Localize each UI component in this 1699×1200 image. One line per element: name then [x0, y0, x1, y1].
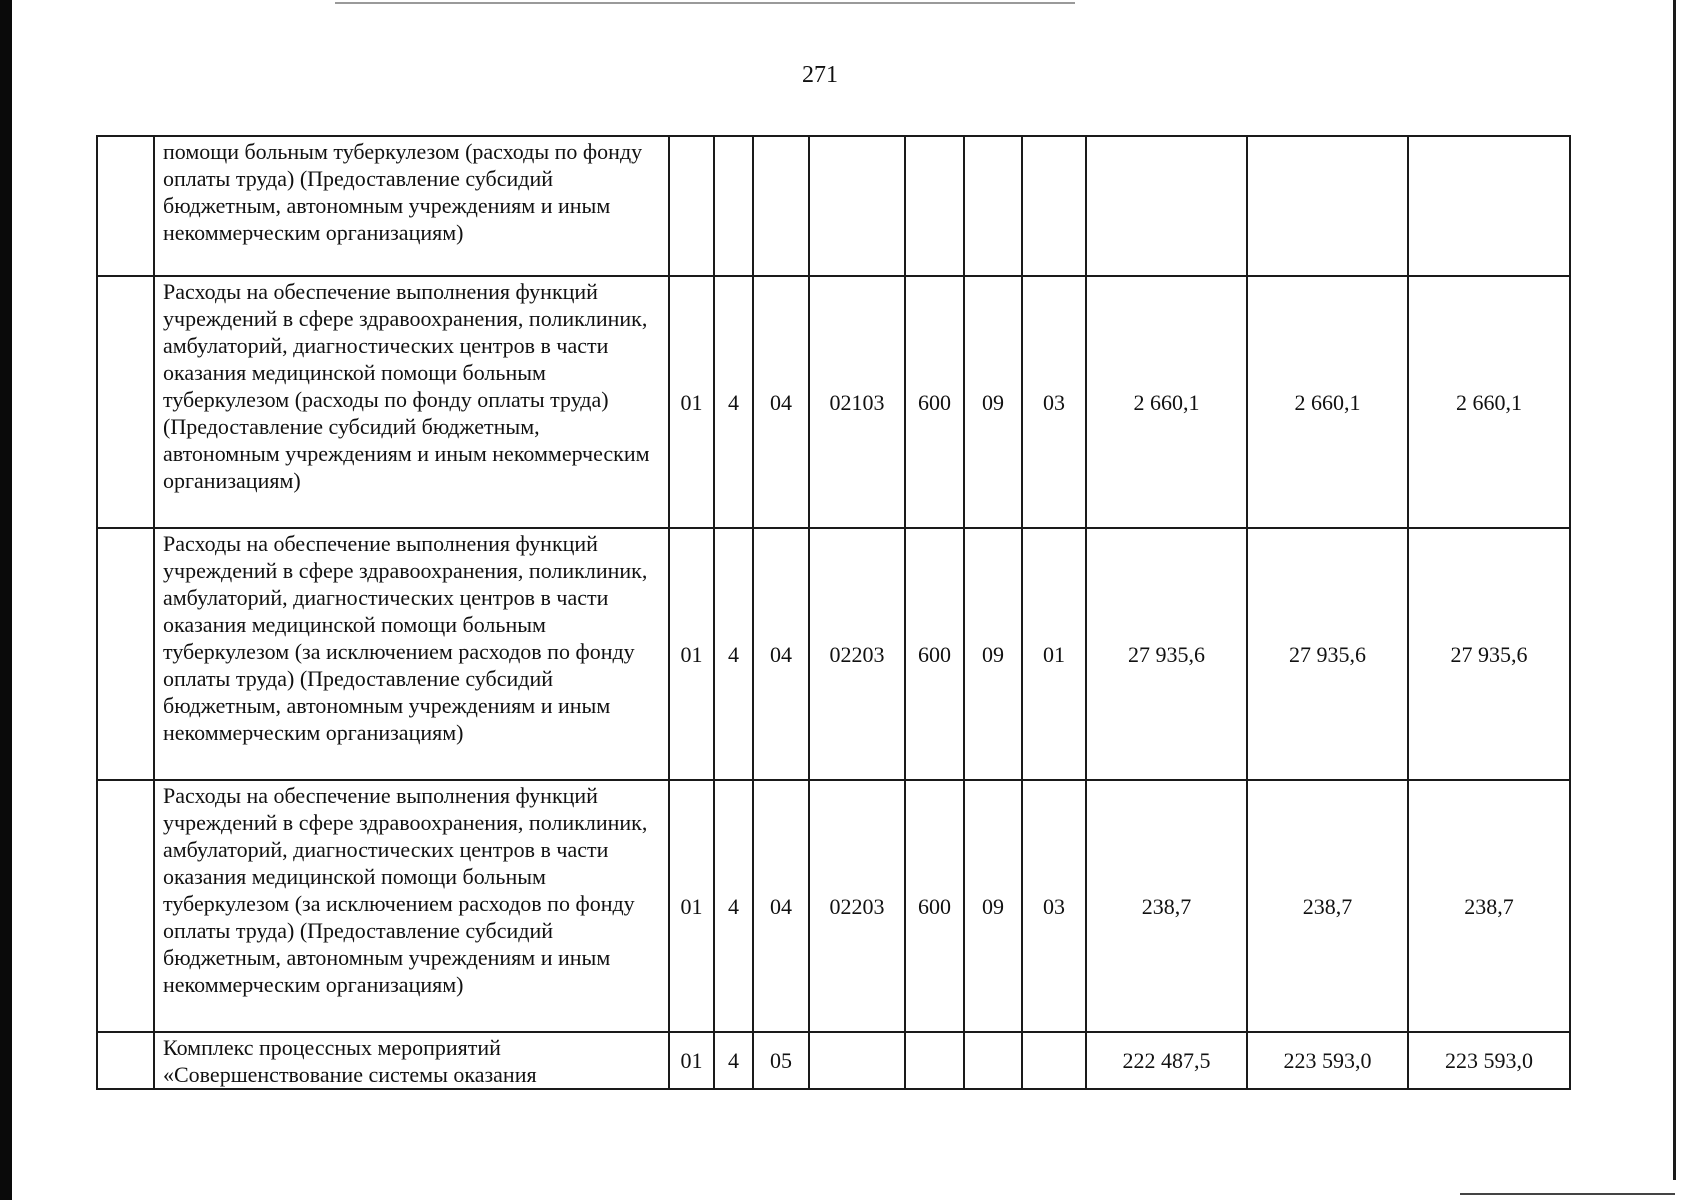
- description-cell: Расходы на обеспечение выполнения функций учреждений в сфере здравоохранения, поликлиник, амбулаторий, диагностических центров в части оказания медицинской помощи больным туберкулезом (расходы по фонду оплаты труда) (Предоставление субсидий бюджетным, автономным учреждениям и иным некоммерческим организациям): [154, 276, 669, 528]
- code-cell: 01: [669, 528, 714, 780]
- table-row: [97, 136, 1570, 276]
- code-cell: 4: [714, 528, 753, 780]
- amount-cell: 223 593,0: [1408, 1032, 1570, 1089]
- code-cell: 09: [964, 276, 1022, 528]
- code-cell: 01: [669, 1032, 714, 1089]
- code-cell: [905, 1032, 964, 1089]
- amount-cell: [1086, 136, 1247, 276]
- amount-cell: 223 593,0: [1247, 1032, 1408, 1089]
- amount-cell: 2 660,1: [1086, 276, 1247, 528]
- code-cell: 600: [905, 276, 964, 528]
- scan-edge-right: [1673, 0, 1676, 1180]
- code-cell: 4: [714, 1032, 753, 1089]
- budget-table: [96, 135, 1571, 1090]
- number-cell: [97, 780, 154, 1032]
- code-cell: [905, 136, 964, 276]
- amount-cell: [1408, 136, 1570, 276]
- code-cell: [1022, 136, 1086, 276]
- scan-edge-left: [0, 0, 12, 1200]
- code-cell: 02203: [809, 780, 905, 1032]
- code-cell: 4: [714, 780, 753, 1032]
- description-cell: Расходы на обеспечение выполнения функций учреждений в сфере здравоохранения, поликлиник, амбулаторий, диагностических центров в части оказания медицинской помощи больным туберкулезом (за исключением расходов по фонду оплаты труда) (Предоставление субсидий бюджетным, автономным учреждениям и иным некоммерческим организациям): [154, 780, 669, 1032]
- amount-cell: 2 660,1: [1247, 276, 1408, 528]
- code-cell: 04: [753, 528, 809, 780]
- amount-cell: [1247, 136, 1408, 276]
- code-cell: 04: [753, 780, 809, 1032]
- code-cell: 4: [714, 276, 753, 528]
- code-cell: 01: [669, 276, 714, 528]
- description-cell: Расходы на обеспечение выполнения функций учреждений в сфере здравоохранения, поликлиник, амбулаторий, диагностических центров в части оказания медицинской помощи больным туберкулезом (за исключением расходов по фонду оплаты труда) (Предоставление субсидий бюджетным, автономным учреждениям и иным некоммерческим организациям): [154, 528, 669, 780]
- amount-cell: 238,7: [1247, 780, 1408, 1032]
- code-cell: 09: [964, 528, 1022, 780]
- table-row: [97, 276, 1570, 528]
- code-cell: [809, 136, 905, 276]
- code-cell: [809, 1032, 905, 1089]
- page-number: 271: [802, 62, 838, 88]
- scan-line-top: [335, 2, 1075, 4]
- code-cell: 02103: [809, 276, 905, 528]
- table-row: [97, 1032, 1570, 1089]
- amount-cell: 238,7: [1408, 780, 1570, 1032]
- description-cell: Комплекс процессных мероприятий «Совершенствование системы оказания: [154, 1032, 669, 1089]
- amount-cell: 2 660,1: [1408, 276, 1570, 528]
- amount-cell: 238,7: [1086, 780, 1247, 1032]
- code-cell: 03: [1022, 276, 1086, 528]
- number-cell: [97, 276, 154, 528]
- code-cell: 01: [1022, 528, 1086, 780]
- code-cell: 600: [905, 528, 964, 780]
- code-cell: [1022, 1032, 1086, 1089]
- code-cell: [964, 136, 1022, 276]
- code-cell: 04: [753, 276, 809, 528]
- code-cell: [964, 1032, 1022, 1089]
- code-cell: 03: [1022, 780, 1086, 1032]
- code-cell: 600: [905, 780, 964, 1032]
- amount-cell: 27 935,6: [1247, 528, 1408, 780]
- amount-cell: 222 487,5: [1086, 1032, 1247, 1089]
- table-row: [97, 780, 1570, 1032]
- code-cell: [669, 136, 714, 276]
- code-cell: 02203: [809, 528, 905, 780]
- code-cell: 09: [964, 780, 1022, 1032]
- code-cell: 05: [753, 1032, 809, 1089]
- code-cell: [753, 136, 809, 276]
- number-cell: [97, 136, 154, 276]
- scan-line-bottom: [1460, 1193, 1675, 1195]
- number-cell: [97, 528, 154, 780]
- description-cell: помощи больным туберкулезом (расходы по фонду оплаты труда) (Предоставление субсидий бюджетным, автономным учреждениям и иным некоммерческим организациям): [154, 136, 669, 276]
- code-cell: [714, 136, 753, 276]
- number-cell: [97, 1032, 154, 1089]
- table-row: [97, 528, 1570, 780]
- amount-cell: 27 935,6: [1086, 528, 1247, 780]
- code-cell: 01: [669, 780, 714, 1032]
- amount-cell: 27 935,6: [1408, 528, 1570, 780]
